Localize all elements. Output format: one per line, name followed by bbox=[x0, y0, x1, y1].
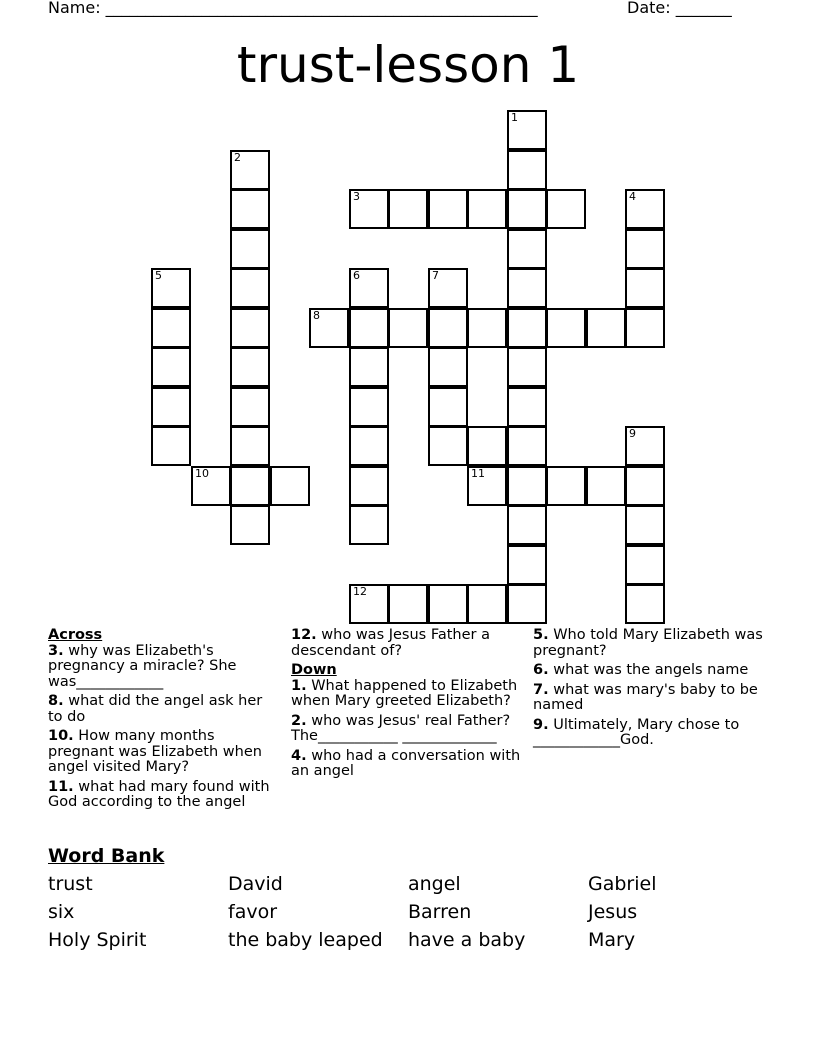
grid-cell[interactable] bbox=[349, 268, 389, 308]
clue-number: 7 bbox=[432, 269, 439, 282]
clue-number: 1 bbox=[511, 111, 518, 124]
clue-number: 3 bbox=[353, 190, 360, 203]
grid-cell[interactable] bbox=[388, 584, 428, 624]
grid-cell[interactable] bbox=[467, 189, 507, 229]
grid-cell[interactable] bbox=[151, 387, 191, 427]
clue-across-8: 8. what did the angel ask her to do bbox=[48, 693, 263, 725]
grid-cell[interactable] bbox=[349, 466, 389, 506]
grid-cell[interactable] bbox=[151, 426, 191, 466]
grid-cell[interactable] bbox=[349, 189, 389, 229]
word-bank-item: trust bbox=[48, 873, 93, 895]
word-bank-item: have a baby bbox=[408, 929, 526, 951]
clue-across-12: 12. who was Jesus Father a descendant of? bbox=[291, 627, 490, 659]
clue-down-6: 6. what was the angels name bbox=[533, 662, 749, 678]
clue-down-4: 4. who had a conversation with an angel bbox=[291, 747, 521, 779]
grid-cell[interactable] bbox=[230, 505, 270, 545]
across-heading: Across bbox=[48, 627, 103, 643]
grid-cell[interactable] bbox=[230, 426, 270, 466]
grid-cell[interactable] bbox=[625, 189, 665, 229]
clue-down-1: 1. What happened to Elizabeth when Mary greeted Elizabeth? bbox=[291, 677, 518, 709]
grid-cell[interactable] bbox=[625, 466, 665, 506]
word-bank-item: Jesus bbox=[588, 901, 638, 923]
clue-down-9: 9. Ultimately, Mary chose to ____________God. bbox=[533, 716, 740, 748]
grid-cell[interactable] bbox=[467, 308, 507, 348]
word-bank-item: favor bbox=[228, 901, 278, 923]
grid-cell[interactable] bbox=[625, 308, 665, 348]
clue-down-2: 2. who was Jesus' real Father? The___________ _____________ bbox=[291, 712, 511, 744]
grid-cell[interactable] bbox=[625, 229, 665, 269]
word-bank-item: six bbox=[48, 901, 75, 923]
word-bank-item: David bbox=[228, 873, 283, 895]
grid-cell[interactable] bbox=[151, 347, 191, 387]
grid-cell[interactable] bbox=[467, 584, 507, 624]
grid-cell[interactable] bbox=[507, 150, 547, 190]
grid-cell[interactable] bbox=[507, 426, 547, 466]
clue-number: 4 bbox=[629, 190, 636, 203]
grid-cell[interactable] bbox=[151, 308, 191, 348]
grid-cell[interactable] bbox=[467, 426, 507, 466]
grid-cell[interactable] bbox=[507, 584, 547, 624]
grid-cell[interactable] bbox=[507, 545, 547, 585]
grid-cell[interactable] bbox=[586, 466, 626, 506]
grid-cell[interactable] bbox=[546, 466, 586, 506]
down-heading: Down bbox=[291, 662, 337, 678]
name-field[interactable]: Name: ______________________________________________________ bbox=[48, 0, 538, 17]
grid-cell[interactable] bbox=[507, 110, 547, 150]
page-title: trust-lesson 1 bbox=[236, 36, 580, 94]
grid-cell[interactable] bbox=[151, 268, 191, 308]
clue-down-7: 7. what was mary's baby to be named bbox=[533, 681, 758, 713]
grid-cell[interactable] bbox=[467, 466, 507, 506]
grid-cell[interactable] bbox=[191, 466, 231, 506]
grid-cell[interactable] bbox=[507, 268, 547, 308]
grid-cell[interactable] bbox=[230, 347, 270, 387]
clue-number: 8 bbox=[313, 309, 320, 322]
clues-column-1 bbox=[48, 628, 280, 815]
grid-cell[interactable] bbox=[586, 308, 626, 348]
word-bank-heading: Word Bank bbox=[48, 845, 165, 867]
grid-cell[interactable] bbox=[230, 229, 270, 269]
clue-number: 11 bbox=[471, 467, 485, 480]
grid-cell[interactable] bbox=[388, 308, 428, 348]
clue-number: 10 bbox=[195, 467, 209, 480]
grid-cell[interactable] bbox=[388, 189, 428, 229]
grid-cell[interactable] bbox=[349, 347, 389, 387]
grid-cell[interactable] bbox=[625, 505, 665, 545]
clue-number: 5 bbox=[155, 269, 162, 282]
grid-cell[interactable] bbox=[428, 189, 468, 229]
clues-column-2 bbox=[291, 628, 523, 784]
grid-cell[interactable] bbox=[230, 308, 270, 348]
word-bank-item: Holy Spirit bbox=[48, 929, 147, 951]
grid-cell[interactable] bbox=[507, 466, 547, 506]
grid-cell[interactable] bbox=[270, 466, 310, 506]
grid-cell[interactable] bbox=[230, 268, 270, 308]
grid-cell[interactable] bbox=[230, 150, 270, 190]
grid-cell[interactable] bbox=[625, 545, 665, 585]
grid-cell[interactable] bbox=[428, 584, 468, 624]
grid-cell[interactable] bbox=[625, 584, 665, 624]
grid-cell[interactable] bbox=[428, 308, 468, 348]
word-bank-item: Barren bbox=[408, 901, 472, 923]
grid-cell[interactable] bbox=[349, 387, 389, 427]
clue-across-3: 3. why was Elizabeth's pregnancy a miracle? She was____________ bbox=[48, 642, 237, 690]
grid-cell[interactable] bbox=[507, 387, 547, 427]
grid-cell[interactable] bbox=[546, 189, 586, 229]
date-field[interactable]: Date: _______ bbox=[627, 0, 732, 17]
grid-cell[interactable] bbox=[230, 189, 270, 229]
grid-cell[interactable] bbox=[230, 387, 270, 427]
clue-number: 6 bbox=[353, 269, 360, 282]
grid-cell[interactable] bbox=[349, 584, 389, 624]
word-bank-item: Gabriel bbox=[588, 873, 657, 895]
grid-cell[interactable] bbox=[428, 387, 468, 427]
grid-cell[interactable] bbox=[507, 505, 547, 545]
word-bank-item: the baby leaped bbox=[228, 929, 383, 951]
word-bank-item: Mary bbox=[588, 929, 636, 951]
grid-cell[interactable] bbox=[507, 347, 547, 387]
clue-down-5: 5. Who told Mary Elizabeth was pregnant? bbox=[533, 627, 763, 659]
grid-cell[interactable] bbox=[428, 426, 468, 466]
clue-across-10: 10. How many months pregnant was Elizabeth when angel visited Mary? bbox=[48, 728, 262, 775]
grid-cell[interactable] bbox=[349, 505, 389, 545]
grid-cell[interactable] bbox=[507, 308, 547, 348]
grid-cell[interactable] bbox=[625, 268, 665, 308]
clue-number: 2 bbox=[234, 151, 241, 164]
grid-cell[interactable] bbox=[625, 426, 665, 466]
clue-across-11: 11. what had mary found with God according to the angel bbox=[48, 778, 270, 810]
grid-cell[interactable] bbox=[428, 347, 468, 387]
clue-number: 12 bbox=[353, 585, 367, 598]
grid-cell[interactable] bbox=[230, 466, 270, 506]
word-bank-item: angel bbox=[408, 873, 461, 895]
clues-column-3 bbox=[533, 628, 765, 753]
grid-cell[interactable] bbox=[349, 308, 389, 348]
grid-cell[interactable] bbox=[309, 308, 349, 348]
grid-cell[interactable] bbox=[507, 229, 547, 269]
grid-cell[interactable] bbox=[428, 268, 468, 308]
grid-cell[interactable] bbox=[507, 189, 547, 229]
clue-number: 9 bbox=[629, 427, 636, 440]
grid-cell[interactable] bbox=[349, 426, 389, 466]
grid-cell[interactable] bbox=[546, 308, 586, 348]
